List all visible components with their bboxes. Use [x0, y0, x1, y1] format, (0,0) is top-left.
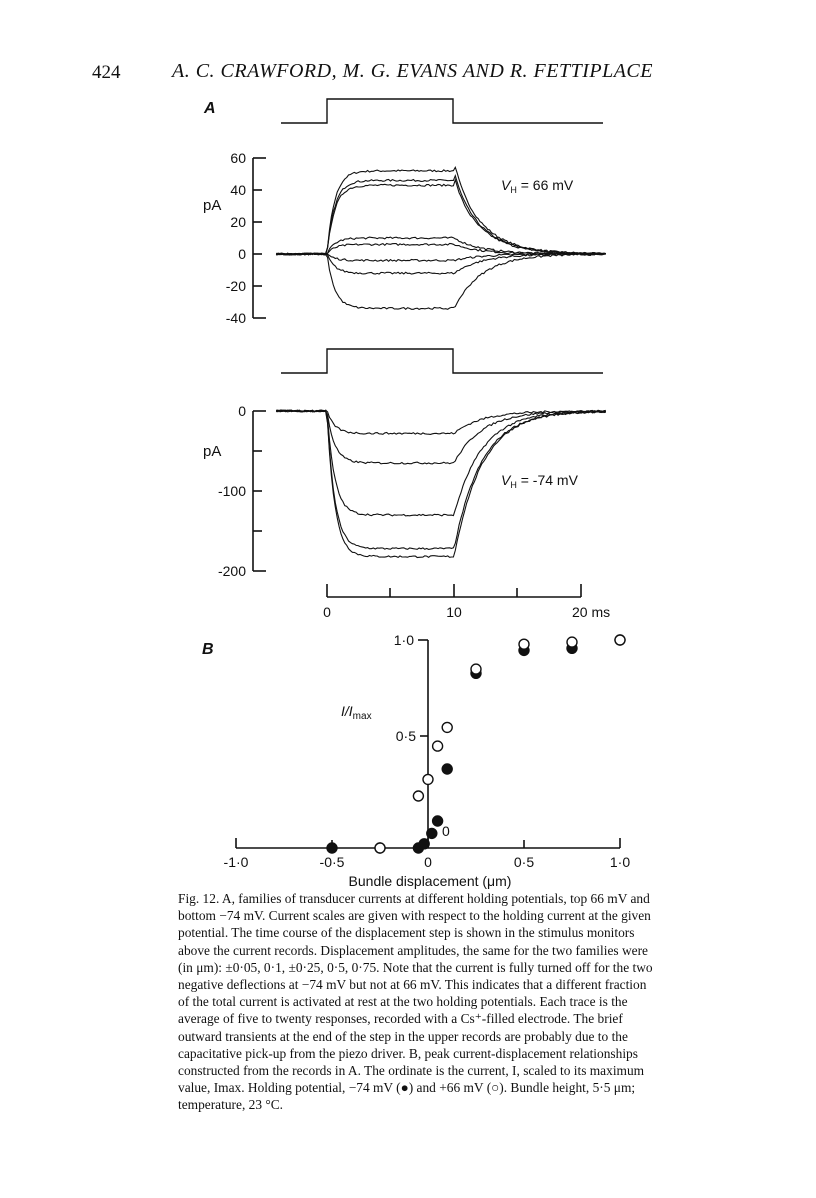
bottom-panel-tick-labels: [218, 403, 246, 579]
top-tick-0: 0: [238, 246, 246, 262]
bottom-tick-minus100: -100: [217, 483, 246, 499]
caption-line: negative deflections at −74 mV but not at 66 mV. This indicates that a different fraction: [178, 977, 647, 993]
time-axis: [327, 584, 581, 597]
scatter-axes: [236, 640, 620, 848]
trace--0-1-m: [276, 410, 606, 464]
caption-line: constructed from the records in A. The ordinate is the current, I, scaled to its maximum: [178, 1063, 645, 1079]
caption-line: temperature, 23 °C.: [178, 1097, 284, 1113]
scatter-ytick-05: 0·5: [395, 728, 416, 744]
caption-line: bottom −74 mV. Current scales are given with respect to the holding current at the given: [178, 908, 651, 924]
top-tick-minus40: -40: [225, 310, 246, 326]
scatter-xtick-0: 0: [424, 854, 432, 870]
bottom-tick-0: 0: [238, 403, 246, 419]
caption-line: above the current records. Displacement amplitudes, the same for the two families were: [178, 942, 648, 958]
caption-line: Fig. 12. A, families of transducer currents at different holding potentials, top 66 mV and: [178, 891, 650, 906]
scatter-point-open: [433, 741, 443, 751]
scatter-xtick-05: 0·5: [513, 854, 535, 870]
scatter-xlabel: Bundle displacement (μm): [348, 873, 512, 889]
time-tick-0: 0: [323, 604, 331, 620]
scatter-point-open: [615, 635, 625, 645]
panel-a-label: A: [204, 100, 216, 117]
top-panel-annotation: $V_H = 66$ mV: [501, 177, 574, 195]
caption-line: of the total current is activated at rest at the two holding potentials. Each trace is the: [178, 994, 628, 1010]
bottom-tick-minus200: -200: [217, 563, 246, 579]
time-tick-20: 20 ms: [572, 604, 611, 620]
scatter-xtick-1: 1·0: [609, 854, 631, 870]
scatter-point-open: [567, 637, 577, 647]
scatter-point-filled: [433, 816, 443, 826]
scatter-xtick-minus05: -0·5: [319, 854, 345, 870]
time-tick-10: 10: [446, 604, 462, 620]
scatter-ytick-0: 0: [442, 823, 450, 839]
top-panel-y-axis: [253, 158, 266, 318]
scatter-point-filled: [442, 764, 452, 774]
caption-line: (in μm): ±0·05, 0·1, ±0·25, 0·5, 0·75. Note that the current is fully turned off for the two: [178, 959, 653, 975]
top-tick-40: 40: [230, 182, 246, 198]
running-head-authors: A. C. CRAWFORD, M. G. EVANS AND R. FETTIPLACE: [172, 60, 653, 82]
figure-caption: [178, 890, 724, 1114]
page-number: 424: [92, 62, 121, 83]
scatter-point-filled: [427, 828, 437, 838]
caption-line: potential. The time course of the displacement step is shown in the stimulus monitors: [178, 925, 635, 941]
scatter-point-filled: [419, 839, 429, 849]
scatter-point-open: [519, 639, 529, 649]
caption-line: outward transients at the end of the step in the upper records are probably due to the: [178, 1028, 628, 1044]
top-tick-60: 60: [230, 150, 246, 166]
scatter-point-filled: [327, 843, 337, 853]
scatter-point-open: [423, 774, 433, 784]
bottom-panel-ylabel: pA: [203, 443, 222, 460]
panel-b-label: B: [202, 641, 214, 658]
stimulus-monitor-bottom: [281, 349, 603, 373]
scatter-point-open: [442, 722, 452, 732]
bottom-panel-annotation: $V_H = -74$ mV: [501, 472, 578, 490]
top-tick-minus20: -20: [225, 278, 246, 294]
scatter-points: [327, 635, 625, 853]
caption-line: average of five to twenty responses, recorded with a Cs⁺-filled electrode. The brief: [178, 1011, 623, 1027]
scatter-point-open: [375, 843, 385, 853]
top-tick-20: 20: [230, 214, 246, 230]
scatter-point-open: [471, 664, 481, 674]
scatter-xtick-minus1: -1·0: [223, 854, 249, 870]
top-panel-tick-labels: [226, 150, 246, 326]
scatter-point-open: [413, 791, 423, 801]
trace--0-25-m: [276, 253, 606, 309]
bottom-panel-y-axis: [253, 411, 266, 571]
top-panel-ylabel: pA: [203, 197, 222, 214]
stimulus-monitor-top: [281, 99, 603, 123]
caption-line: capacitative pick-up from the piezo driver. B, peak current-displacement relationships: [178, 1045, 638, 1061]
scatter-ylabel: $I/I_{max}$: [341, 703, 372, 722]
scatter-ytick-1: 1·0: [393, 632, 414, 648]
caption-line: value, Imax. Holding potential, −74 mV (●) and +66 mV (○). Bundle height, 5·5 μm;: [178, 1080, 636, 1096]
